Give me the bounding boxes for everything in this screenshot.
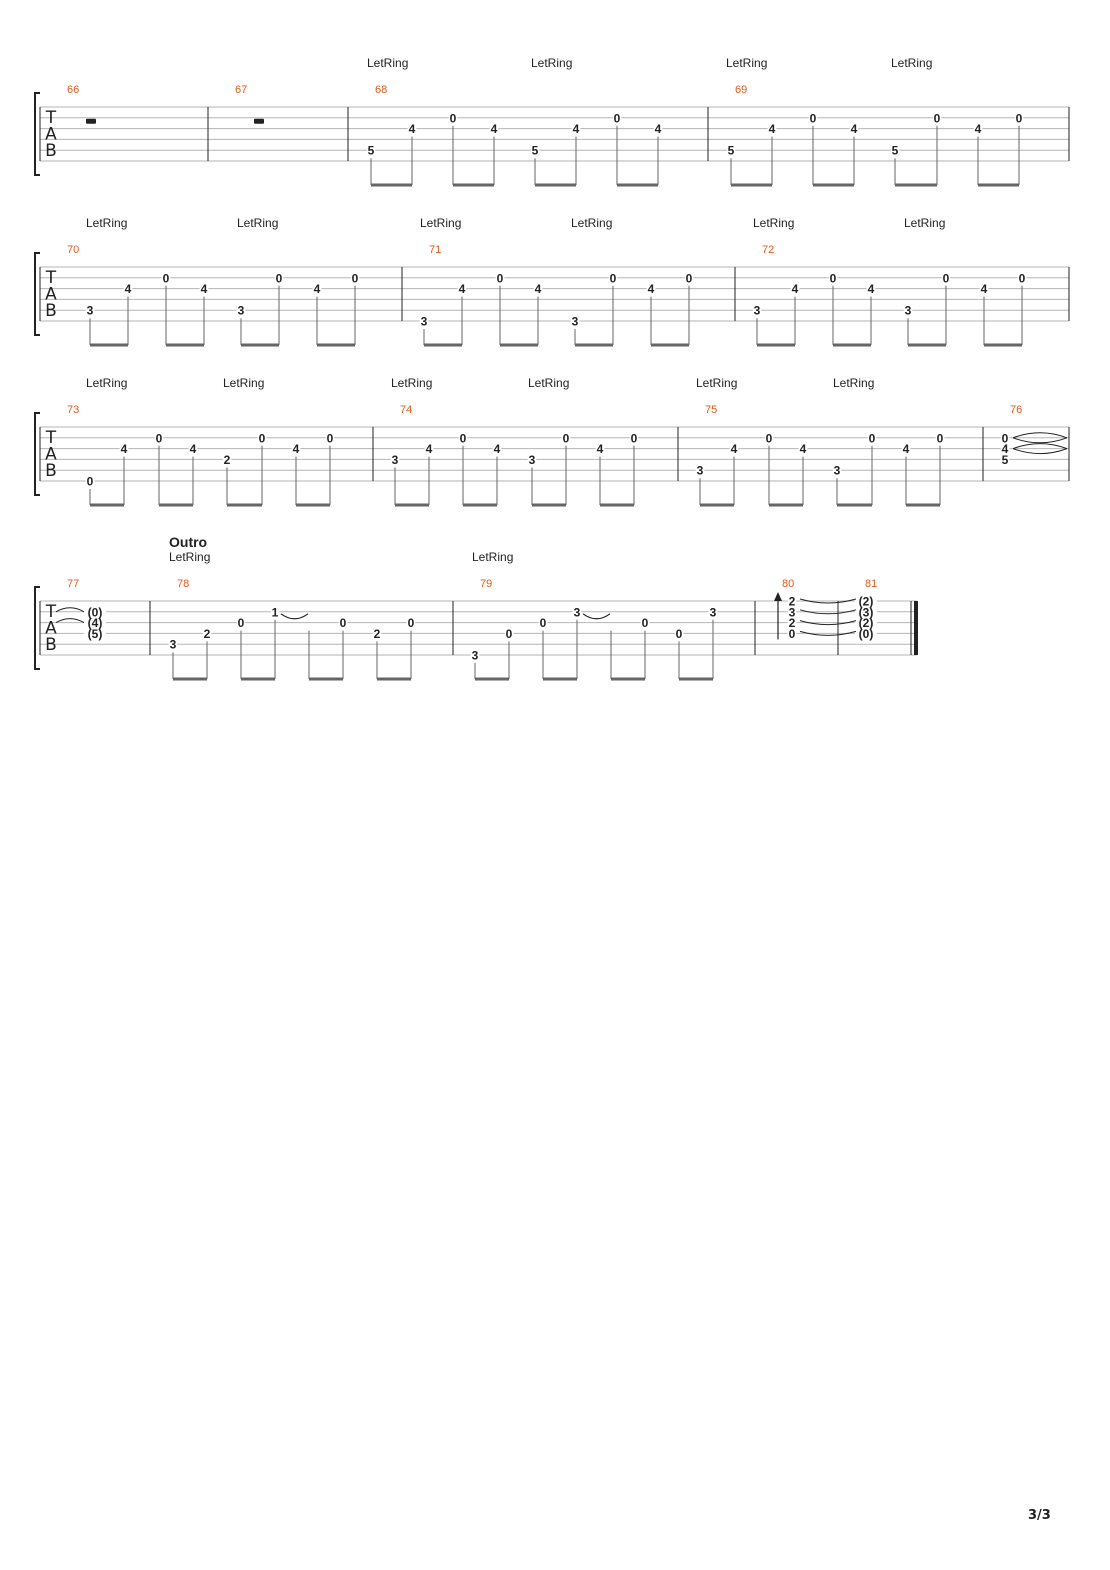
fret-number: 0 [275,271,283,286]
fret-number: 5 [891,143,899,158]
fret-number: 4 [292,442,300,457]
fret-number: 4 [124,282,132,297]
let-ring-label: LetRing [472,550,514,564]
let-ring-label: LetRing [223,376,265,390]
measure-number: 81 [865,578,878,590]
fret-number: 4 [850,122,858,137]
fret-number: 3 [696,463,704,478]
tie-arc [583,614,610,619]
fret-number: 0 [788,626,796,641]
fret-number: 4 [313,282,321,297]
fret-number: 0 [539,616,547,631]
fret-number: 1 [271,605,279,620]
fret-number: 3 [753,303,761,318]
measure-number: 72 [762,244,775,256]
let-ring-label: LetRing [169,550,211,564]
tab-clef-letter: B [45,301,57,321]
fret-number: 0 [675,626,683,641]
fret-number: 0 [496,271,504,286]
page-number: 3/3 [1028,1508,1051,1523]
fret-number: 0 [829,271,837,286]
fret-number: 3 [420,314,428,329]
fret-number: 0 [868,431,876,446]
measure-number: 66 [67,84,80,96]
fret-number: (3) [858,605,874,620]
fret-number: 3 [86,303,94,318]
measure-number: 76 [1010,404,1023,416]
measure-number: 67 [235,84,248,96]
let-ring-label: LetRing [86,216,128,230]
fret-number: (4) [87,616,103,631]
fret-number: 4 [974,122,982,137]
measure-number: 71 [429,244,442,256]
fret-number: 4 [647,282,655,297]
fret-number: 4 [200,282,208,297]
tab-clef-letter: A [45,284,57,305]
fret-number: 2 [373,626,381,641]
fret-number: 4 [980,282,988,297]
fret-number: 4 [189,442,197,457]
tie-arc [56,619,84,623]
fret-number: 4 [493,442,501,457]
fret-number: 3 [237,303,245,318]
fret-number: 4 [572,122,580,137]
tab-system [35,587,918,679]
fret-number: 0 [685,271,693,286]
fret-number: 4 [458,282,466,297]
fret-number: 3 [571,314,579,329]
fret-number: 0 [339,616,347,631]
let-ring-label: LetRing [891,56,933,70]
tie-arc [56,608,84,612]
fret-number: 3 [904,303,912,318]
fret-number: 0 [933,111,941,126]
let-ring-label: LetRing [528,376,570,390]
tab-clef-letter: B [45,141,57,161]
let-ring-label: LetRing [367,56,409,70]
fret-number: 0 [505,626,513,641]
fret-number: 0 [351,271,359,286]
tab-clef-letter: T [45,428,57,448]
let-ring-label: LetRing [391,376,433,390]
fret-number: 4 [867,282,875,297]
let-ring-label: LetRing [237,216,279,230]
tab-system [35,413,1069,505]
tie-arc [1013,444,1067,449]
system-bracket [35,253,40,335]
fret-number: 4 [768,122,776,137]
let-ring-label: LetRing [833,376,875,390]
fret-number: 0 [613,111,621,126]
fret-number: (5) [87,626,103,641]
fret-number: 4 [730,442,738,457]
fret-number: 0 [86,474,94,489]
tab-clef-letter: T [45,108,57,128]
fret-number: 4 [799,442,807,457]
fret-number: 0 [155,431,163,446]
system-bracket [35,413,40,495]
fret-number: 2 [788,594,796,609]
fret-number: 5 [367,143,375,158]
fret-number: 4 [791,282,799,297]
fret-number: 4 [490,122,498,137]
system-bracket [35,587,40,669]
fret-number: (2) [858,594,874,609]
fret-number: 0 [1018,271,1026,286]
fret-number: 3 [169,637,177,652]
fret-number: 2 [203,626,211,641]
system-bracket [35,93,40,175]
fret-number: 4 [654,122,662,137]
fret-number: 0 [942,271,950,286]
let-ring-label: LetRing [571,216,613,230]
fret-number: 0 [630,431,638,446]
let-ring-label: LetRing [420,216,462,230]
fret-number: 0 [258,431,266,446]
fret-number: 0 [1001,431,1009,446]
tab-clef-letter: T [45,268,57,288]
tie-arc [1013,438,1067,443]
fret-number: 3 [573,605,581,620]
fret-number: 0 [641,616,649,631]
measure-number: 80 [782,578,795,590]
whole-rest [86,119,96,124]
fret-number: 4 [534,282,542,297]
let-ring-label: LetRing [86,376,128,390]
fret-number: 0 [765,431,773,446]
fret-number: 2 [223,452,231,467]
fret-number: 0 [407,616,415,631]
fret-number: 0 [449,111,457,126]
fret-number: (2) [858,616,874,631]
tie-arc [1013,433,1067,438]
measure-number: 74 [400,404,413,416]
whole-rest [254,119,264,124]
fret-number: (0) [858,626,874,641]
let-ring-label: LetRing [904,216,946,230]
measure-number: 70 [67,244,80,256]
measure-number: 79 [480,578,493,590]
measure-number: 69 [735,84,748,96]
fret-number: 4 [120,442,128,457]
final-barline-thick [914,601,918,655]
measure-number: 75 [705,404,718,416]
fret-number: 3 [833,463,841,478]
tab-clef-letter: A [45,618,57,639]
fret-number: 4 [1001,442,1009,457]
fret-number: 4 [425,442,433,457]
fret-number: 0 [809,111,817,126]
fret-number: 5 [1001,452,1009,467]
fret-number: 0 [562,431,570,446]
fret-number: 0 [237,616,245,631]
measure-number: 77 [67,578,80,590]
fret-number: 3 [788,605,796,620]
fret-number: 0 [936,431,944,446]
measure-number: 73 [67,404,80,416]
fret-number: 0 [326,431,334,446]
fret-number: 4 [902,442,910,457]
fret-number: 0 [609,271,617,286]
let-ring-label: LetRing [531,56,573,70]
fret-number: 2 [788,616,796,631]
tab-clef-letter: B [45,635,57,655]
fret-number: 5 [727,143,735,158]
fret-number: 3 [471,648,479,663]
tab-clef-letter: A [45,444,57,465]
let-ring-label: LetRing [726,56,768,70]
let-ring-label: LetRing [753,216,795,230]
fret-number: 5 [531,143,539,158]
tab-clef-letter: T [45,602,57,622]
fret-number: 3 [391,452,399,467]
fret-number: (0) [87,605,103,620]
fret-number: 0 [459,431,467,446]
fret-number: 3 [709,605,717,620]
fret-number: 4 [408,122,416,137]
tab-system [35,253,1069,345]
strum-arrow-head [774,592,782,601]
tab-clef-letter: A [45,124,57,145]
measure-number: 78 [177,578,190,590]
fret-number: 0 [162,271,170,286]
fret-number: 4 [596,442,604,457]
fret-number: 0 [1015,111,1023,126]
let-ring-label: LetRing [696,376,738,390]
section-label: Outro [169,534,208,550]
tie-arc [281,614,308,619]
tie-arc [1013,449,1067,454]
tab-system [35,93,1069,185]
fret-number: 3 [528,452,536,467]
tab-clef-letter: B [45,461,57,481]
measure-number: 68 [375,84,388,96]
